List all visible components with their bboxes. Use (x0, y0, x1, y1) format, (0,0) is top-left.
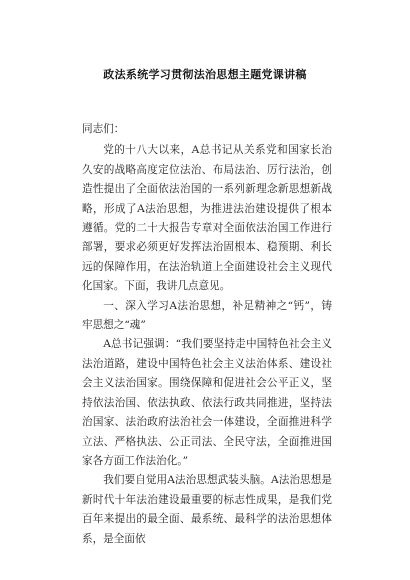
document-title: 政法系统学习贯彻法治思想主题党课讲稿 (103, 68, 307, 81)
greeting: 同志们： (82, 123, 125, 135)
section-heading-1: 一、深入学习A法治思想，补足精神之“钙”，铸牢思想之“魂” (82, 299, 332, 332)
document-body (82, 120, 332, 549)
paragraph-body: 我们要自觉用A法治思想武装头脑。A法治思想是新时代十年法治建设最重要的标志性成果，是我们党百年来提出的最全面、最系统、最科学的法治思想体系，是全面依 (82, 474, 332, 545)
paragraph-intro: 党的十八大以来，A总书记从关系党和国家长治久安的战略高度定位法治、布局法治、厉行法治，创造性提出了全面依法治国的一系列新理念新思想新战略，形成了A法治思想，为推进法治建设提供了根本遵循。党的二十大报告专章对全面依法治国工作进行部署，要求必须更好发挥法治固根本、稳预期、利长远的保障作用，在法治轨道上全面建设社会主义现代化国家。下面，我讲几点意见。 (82, 144, 332, 293)
paragraph-quote: A总书记强调：“我们要坚持走中国特色社会主义法治道路，建设中国特色社会主义法治体系、建设社会主义法治国家。围绕保障和促进社会公平正义，坚持依法治国、依法执政、依法行政共同推进，坚持法治国家、法治政府法治社会一体建设，全面推进科学立法、严格执法、公正司法、全民守法，全面推进国家各方面工作法治化。” (82, 338, 332, 467)
